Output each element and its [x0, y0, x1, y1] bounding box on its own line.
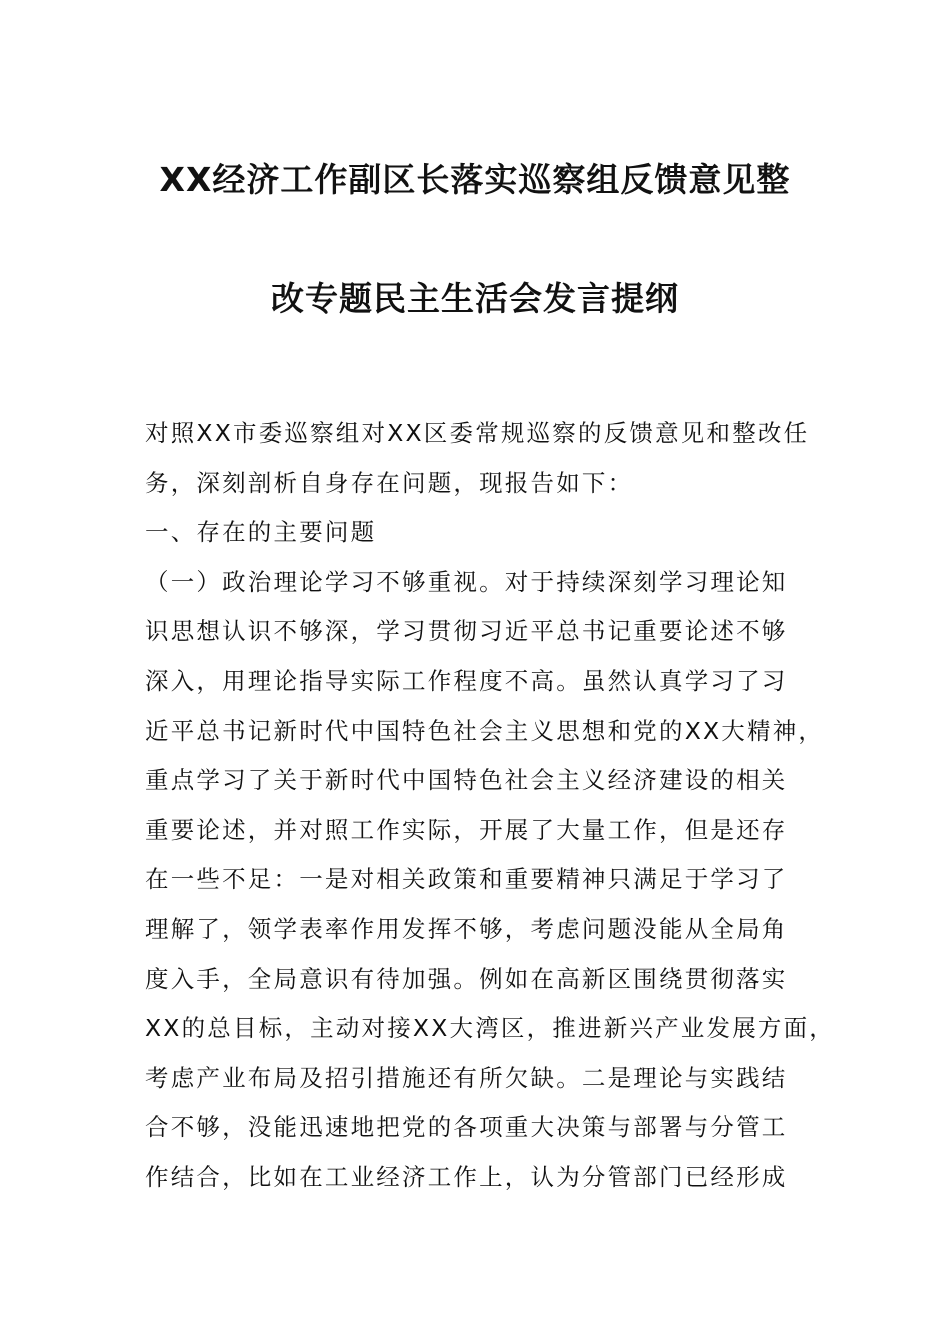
document-title-line-1: XX经济工作副区长落实巡察组反馈意见整	[159, 160, 791, 199]
body-line: 考虑产业布局及招引措施还有所欠缺。二是理论与实践结	[145, 1063, 788, 1092]
body-line: 重点学习了关于新时代中国特色社会主义经济建设的相关	[145, 766, 788, 795]
body-line: 在一些不足：一是对相关政策和重要精神只满足于学习了	[145, 865, 788, 894]
body-line: 对照XX市委巡察组对XX区委常规巡察的反馈意见和整改任	[145, 419, 810, 447]
document-title-line-2: 改专题民主生活会发言提纲	[271, 279, 679, 318]
body-line: 作结合，比如在工业经济工作上，认为分管部门已经形成	[145, 1162, 788, 1191]
body-line: 务，深刻剖析自身存在问题，现报告如下：	[145, 468, 634, 497]
body-line: （一）政治理论学习不够重视。对于持续深刻学习理论知	[145, 567, 788, 596]
body-line: 合不够，没能迅速地把党的各项重大决策与部署与分管工	[145, 1113, 788, 1142]
body-line: 理解了，领学表率作用发挥不够，考虑问题没能从全局角	[145, 914, 788, 943]
body-line: XX的总目标，主动对接XX大湾区，推进新兴产业发展方面，	[145, 1014, 835, 1043]
body-line: 重要论述，并对照工作实际，开展了大量工作，但是还存	[145, 815, 788, 844]
body-line: 深入，用理论指导实际工作程度不高。虽然认真学习了习	[145, 666, 788, 695]
document-body	[145, 409, 835, 1203]
body-line: 度入手，全局意识有待加强。例如在高新区围绕贯彻落实	[145, 964, 788, 993]
body-line: 近平总书记新时代中国特色社会主义思想和党的XX大精神，	[145, 716, 825, 745]
body-line: 识思想认识不够深，学习贯彻习近平总书记重要论述不够	[145, 617, 788, 646]
section-heading: 一、存在的主要问题	[145, 518, 377, 547]
